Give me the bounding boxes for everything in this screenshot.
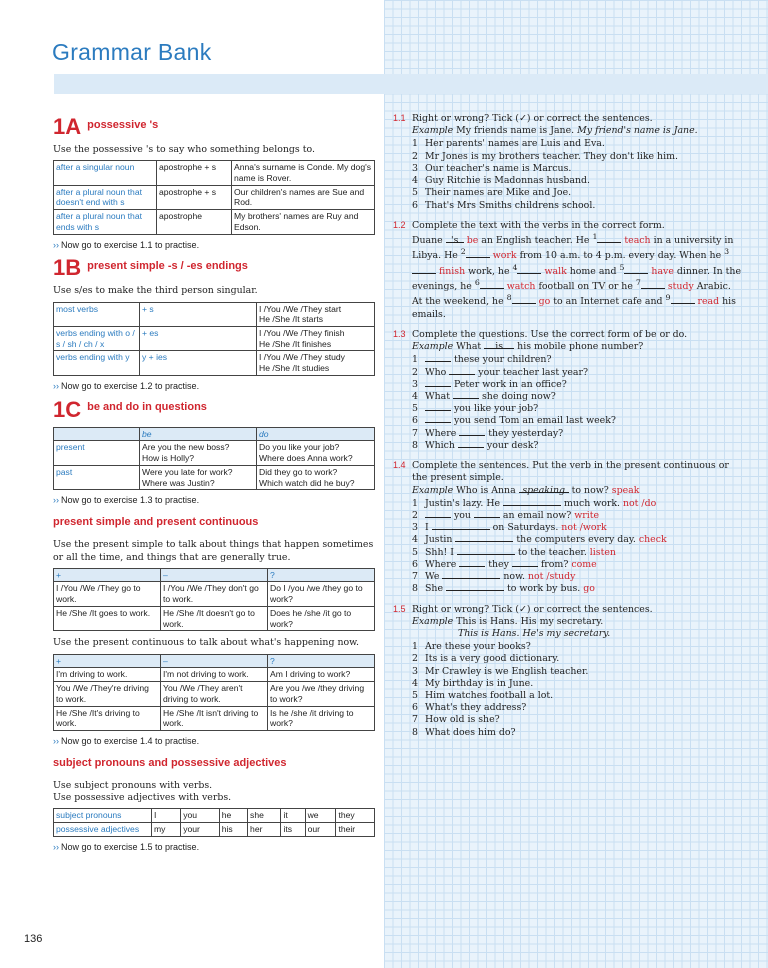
- answer-blank[interactable]: [425, 403, 451, 411]
- practise-link[interactable]: ›› Now go to exercise 1.3 to practise.: [53, 495, 200, 506]
- present-simple-table: [53, 568, 375, 632]
- table-cell: Is he /she /it driving to work?: [268, 706, 375, 730]
- table-cell: it: [281, 809, 305, 823]
- example: Example What is his mobile phone number?: [412, 341, 644, 353]
- section-1c-heading: [53, 396, 375, 422]
- table-cell: ?: [268, 654, 375, 668]
- table-cell: subject pronouns: [54, 809, 152, 823]
- answer-blank[interactable]: [425, 354, 451, 362]
- list-item: 3 Peter work in an office?: [412, 378, 567, 390]
- table-cell: past: [54, 465, 140, 489]
- section-title: possessive 's: [87, 118, 159, 131]
- exercise-items: [412, 641, 743, 739]
- section-intro: Use the possessive 's to say who something belongs to.: [53, 144, 315, 155]
- list-item: 5 Their names are Mike and Joe.: [412, 187, 572, 199]
- example: Example This is Hans. His my secretary. This is Hans. He's my secretary.: [412, 615, 611, 639]
- table-cell: I'm not driving to work.: [161, 668, 268, 682]
- table-cell: its: [281, 823, 305, 837]
- table-row: [54, 568, 375, 582]
- list-item: 2 Mr Jones is my brothers teacher. They don't like him.: [412, 150, 678, 162]
- table-cell: I /You /We /They start He /She /It starts: [257, 302, 375, 326]
- grammar-column: [53, 110, 375, 856]
- table-cell: My brothers' names are Ruy and Edson.: [232, 210, 375, 234]
- table-cell: I /You /We /They don't go to work.: [161, 582, 268, 606]
- answer-blank[interactable]: [474, 510, 500, 518]
- exercise-instruction: Right or wrong? Tick (✓) or correct the sentences.: [412, 603, 653, 615]
- section-code: 1C: [53, 396, 82, 422]
- table-cell: He /She /It goes to work.: [54, 606, 161, 630]
- list-item: 8 Which your desk?: [412, 439, 539, 451]
- table-cell: Anna's surname is Conde. My dog's name is Rover.: [232, 161, 375, 185]
- table-row: [54, 427, 375, 441]
- table-cell: our: [305, 823, 336, 837]
- table-row: [54, 654, 375, 668]
- table-cell: apostrophe + s: [157, 161, 232, 185]
- table-row: [54, 809, 375, 823]
- answer-blank[interactable]: [503, 498, 561, 506]
- exercise-items: [412, 138, 743, 211]
- table-row: [54, 668, 375, 682]
- list-item: 1 these your children?: [412, 354, 552, 366]
- section-1b-heading: [53, 257, 375, 279]
- section-code: 1B: [53, 255, 82, 281]
- endings-table: [53, 302, 375, 376]
- subsection-title: present simple and present continuous: [53, 515, 259, 528]
- table-cell: You /We /They're driving to work.: [54, 682, 161, 706]
- table-cell: Do I /you /we /they go to work?: [268, 582, 375, 606]
- table-row: [54, 441, 375, 465]
- exercise-1-5: [393, 604, 743, 739]
- exercise-number: 1.4: [393, 460, 406, 471]
- table-cell: Were you late for work? Where was Justin?: [140, 465, 257, 489]
- list-item: 4 Guy Ritchie is Madonnas husband.: [412, 175, 591, 187]
- table-cell: I /You /We /They go to work.: [54, 582, 161, 606]
- possessive-table: [53, 160, 375, 234]
- exercise-column: [393, 113, 743, 747]
- list-item: 4 Justin the computers every day. check: [412, 534, 667, 546]
- exercise-number: 1.1: [393, 113, 406, 123]
- table-cell: verbs ending with y: [54, 351, 140, 375]
- table-cell: He /She /It isn't driving to work.: [161, 706, 268, 730]
- table-row: [54, 351, 375, 375]
- list-item: 7 How old is she?: [412, 714, 500, 726]
- list-item: 3 Our teacher's name is Marcus.: [412, 162, 572, 174]
- table-cell: + es: [140, 327, 257, 351]
- exercise-instruction: Complete the questions. Use the correct form of be or do.: [412, 328, 688, 340]
- answer-blank[interactable]: [449, 367, 475, 375]
- exercise-instruction: Right or wrong? Tick (✓) or correct the sentences.: [412, 113, 653, 124]
- section-intro: Use s/es to make the third person singular.: [53, 285, 258, 297]
- answer-blank[interactable]: [512, 559, 538, 567]
- list-item: 8 What does him do?: [412, 726, 516, 738]
- table-cell: I /You /We /They study He /She /It studies: [257, 351, 375, 375]
- list-item: 2 Who your teacher last year?: [412, 366, 589, 378]
- section-code: 1A: [53, 114, 82, 139]
- table-cell: I /You /We /They finish He /She /It finishes: [257, 327, 375, 351]
- table-row: [54, 465, 375, 489]
- section-intro: Use possessive adjectives with verbs.: [53, 792, 232, 804]
- section-title: be and do in questions: [87, 401, 207, 414]
- list-item: 2 Its is a very good dictionary.: [412, 653, 560, 665]
- list-item: 1 Her parents' names are Luis and Eva.: [412, 138, 605, 150]
- table-row: [54, 185, 375, 209]
- answer-blank[interactable]: [425, 415, 451, 423]
- list-item: 5 Shh! I to the teacher. listen: [412, 546, 616, 558]
- be-do-table: [53, 427, 375, 491]
- list-item: 6 Where they from? come: [412, 558, 597, 570]
- table-cell: You /We /They aren't driving to work.: [161, 682, 268, 706]
- table-cell: present: [54, 441, 140, 465]
- table-cell: Are you the new boss? How is Holly?: [140, 441, 257, 465]
- list-item: 5 you like your job?: [412, 403, 539, 415]
- answer-blank[interactable]: [442, 571, 500, 579]
- table-cell: He /She /It's driving to work.: [54, 706, 161, 730]
- answer-blank[interactable]: [425, 379, 451, 387]
- list-item: 5 Him watches football a lot.: [412, 690, 554, 702]
- list-item: 4 What she doing now?: [412, 391, 556, 402]
- list-item: 8 She to work by bus. go: [412, 583, 595, 595]
- exercise-1-3: [393, 329, 743, 452]
- table-cell: you: [181, 809, 220, 823]
- table-row: [54, 302, 375, 326]
- table-cell: verbs ending with o / s / sh / ch / x: [54, 327, 140, 351]
- section-1a-heading: [53, 116, 375, 138]
- table-row: [54, 582, 375, 606]
- subsection-title: subject pronouns and possessive adjectives: [53, 756, 287, 769]
- section-intro: Use subject pronouns with verbs.: [53, 780, 213, 791]
- list-item: 4 My birthday is in June.: [412, 677, 534, 689]
- table-cell: Does he /she /it go to work?: [268, 606, 375, 630]
- exercise-number: 1.5: [393, 603, 406, 614]
- table-row: [54, 327, 375, 351]
- present-continuous-table: [53, 654, 375, 731]
- table-cell: y + ies: [140, 351, 257, 375]
- table-row: [54, 823, 375, 837]
- table-cell: your: [181, 823, 220, 837]
- exercise-1-1: [393, 113, 743, 212]
- table-cell: Our children's names are Sue and Rod.: [232, 185, 375, 209]
- answer-blank[interactable]: [455, 534, 513, 542]
- example: Example Who is Anna speaking to now? speak: [412, 484, 640, 496]
- table-cell: do: [257, 427, 375, 441]
- table-cell: her: [248, 823, 281, 837]
- answer-blank[interactable]: [459, 559, 485, 567]
- list-item: 6 What's they address?: [412, 702, 527, 714]
- answer-blank[interactable]: [432, 522, 490, 530]
- pronoun-table: [53, 808, 375, 836]
- table-cell: [54, 427, 140, 441]
- table-cell: apostrophe: [157, 210, 232, 234]
- answer-blank[interactable]: [425, 510, 451, 518]
- exercise-1-4: [393, 460, 743, 595]
- table-cell: his: [219, 823, 247, 837]
- list-item: 6 you send Tom an email last week?: [412, 415, 616, 427]
- table-cell: Are you /we /they driving to work?: [268, 682, 375, 706]
- page-title: Grammar Bank: [52, 39, 212, 65]
- table-cell: –: [161, 654, 268, 668]
- section-intro: Use the present simple to talk about things that happen sometimes or all the time, and things that are generally true.: [53, 539, 374, 563]
- answer-blank[interactable]: [459, 428, 485, 436]
- table-cell: ?: [268, 568, 375, 582]
- table-cell: +: [54, 654, 161, 668]
- page-number: 136: [24, 933, 43, 945]
- table-cell: –: [161, 568, 268, 582]
- table-cell: my: [152, 823, 181, 837]
- exercise-instruction: Complete the sentences. Put the verb in the present continuous or the present simple.: [412, 460, 729, 484]
- table-cell: I'm driving to work.: [54, 668, 161, 682]
- table-cell: after a singular noun: [54, 161, 157, 185]
- exercise-items: [412, 354, 743, 452]
- list-item: 3 Mr Crawley is we English teacher.: [412, 665, 589, 677]
- table-cell: I: [152, 809, 181, 823]
- table-row: [54, 706, 375, 730]
- header-strip: [54, 74, 768, 94]
- table-cell: Did they go to work? Which watch did he buy?: [257, 465, 375, 489]
- table-cell: + s: [140, 302, 257, 326]
- table-cell: +: [54, 568, 161, 582]
- answer-blank[interactable]: [457, 547, 515, 555]
- table-cell: after a plural noun that doesn't end with s: [54, 185, 157, 209]
- table-cell: after a plural noun that ends with s: [54, 210, 157, 234]
- exercise-items: [412, 498, 743, 596]
- table-cell: possessive adjectives: [54, 823, 152, 837]
- list-item: 2 you an email now? write: [412, 509, 600, 521]
- gap-fill-text: Duane 's be an English teacher. He $^1$ teach in a university in Libya. He $^2$ work from 10 a.m. to 4 p.m. every day. When he $^3$ finish work, he $^4$ walk home and $^5$ have dinner. In the evenings, he $^6$ watch football on TV or he $^7$ study Arabic. At the weekend, he $^8$ go to an Internet cafe and $^9$ read his emails.: [412, 231, 741, 320]
- practise-link[interactable]: ›› Now go to exercise 1.5 to practise.: [53, 841, 200, 852]
- table-row: [54, 161, 375, 185]
- table-row: [54, 682, 375, 706]
- list-item: 3 I on Saturdays. not /work: [412, 522, 607, 534]
- exercise-instruction: Complete the text with the verbs in the correct form.: [412, 219, 665, 231]
- example: Example My friends name is Jane. My friend's name is Jane.: [412, 125, 698, 137]
- table-row: [54, 210, 375, 234]
- list-item: 1 Are these your books?: [412, 641, 531, 653]
- practise-link[interactable]: ›› Now go to exercise 1.1 to practise.: [53, 239, 200, 250]
- list-item: 7 We now. not /study: [412, 571, 576, 583]
- section-title: present simple -s / -es endings: [87, 260, 248, 273]
- practise-link[interactable]: ›› Now go to exercise 1.4 to practise.: [53, 736, 200, 747]
- list-item: 1 Justin's lazy. He much work. not /do: [412, 497, 657, 509]
- table-cell: He /She /It doesn't go to work.: [161, 606, 268, 630]
- answer-blank[interactable]: [453, 391, 479, 399]
- table-cell: their: [336, 823, 375, 837]
- table-cell: he: [219, 809, 247, 823]
- table-row: [54, 606, 375, 630]
- table-cell: Am I driving to work?: [268, 668, 375, 682]
- list-item: 6 That's Mrs Smiths childrens school.: [412, 199, 596, 211]
- practise-link[interactable]: ›› Now go to exercise 1.2 to practise.: [53, 380, 200, 391]
- table-cell: be: [140, 427, 257, 441]
- table-cell: Do you like your job? Where does Anna work?: [257, 441, 375, 465]
- table-cell: apostrophe + s: [157, 185, 232, 209]
- answer-blank[interactable]: [458, 440, 484, 448]
- exercise-1-2: [393, 220, 743, 321]
- list-item: 7 Where they yesterday?: [412, 427, 564, 439]
- exercise-number: 1.2: [393, 219, 406, 230]
- table-cell: we: [305, 809, 336, 823]
- exercise-number: 1.3: [393, 328, 406, 339]
- table-cell: they: [336, 809, 375, 823]
- table-cell: she: [248, 809, 281, 823]
- answer-blank[interactable]: [446, 583, 504, 591]
- section-intro: Use the present continuous to talk about what's happening now.: [53, 637, 360, 649]
- table-cell: most verbs: [54, 302, 140, 326]
